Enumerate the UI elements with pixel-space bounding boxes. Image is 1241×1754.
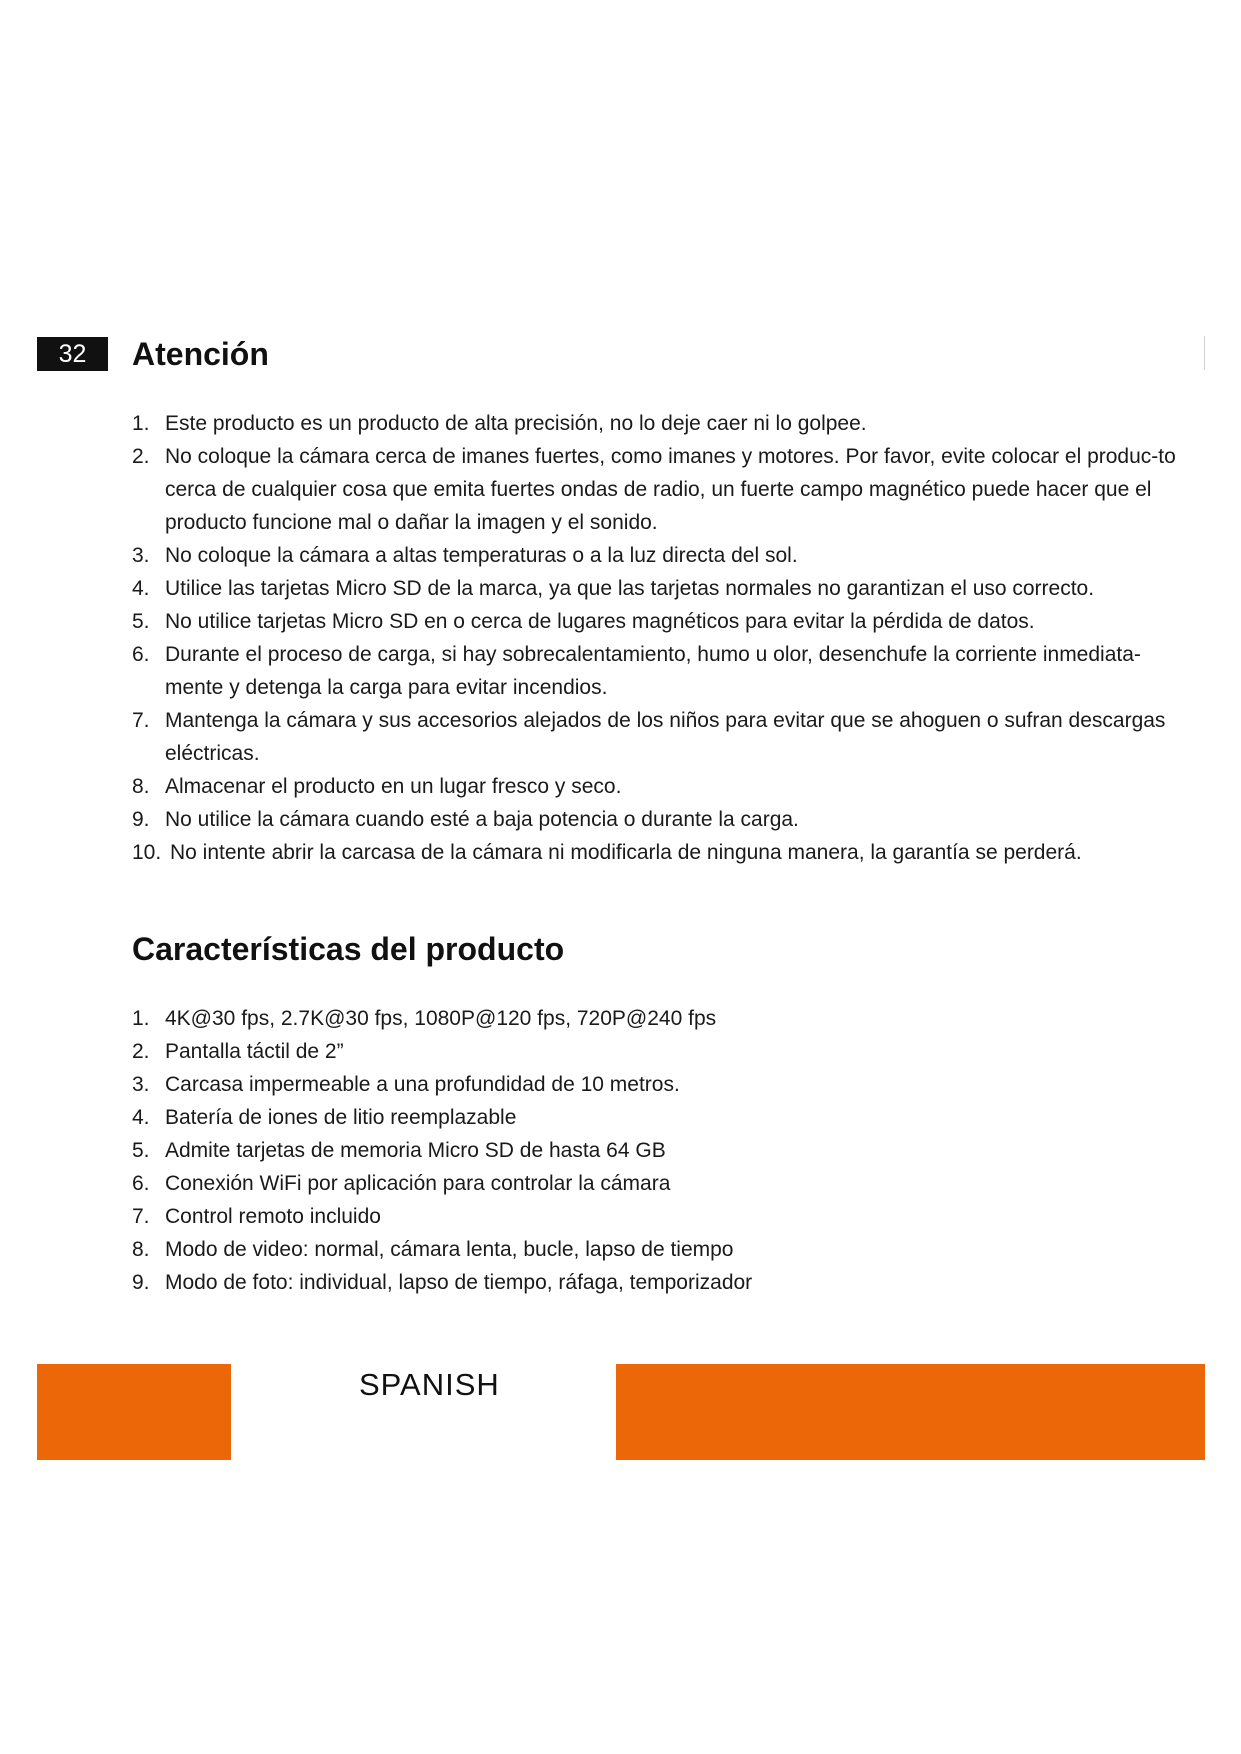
feature-item: 5. Admite tarjetas de memoria Micro SD de hasta 64 GB bbox=[132, 1139, 666, 1162]
feature-item: 9. Modo de foto: individual, lapso de tiempo, ráfaga, temporizador bbox=[132, 1271, 753, 1294]
attention-heading: Atención bbox=[132, 336, 269, 372]
attention-item: 5. No utilice tarjetas Micro SD en o cerca de lugares magnéticos para evitar la pérdida de datos. bbox=[132, 610, 1035, 633]
feature-item: 8. Modo de video: normal, cámara lenta, bucle, lapso de tiempo bbox=[132, 1238, 734, 1261]
footer-accent-bar-left bbox=[37, 1364, 231, 1460]
footer-accent-bar-right bbox=[616, 1364, 1205, 1460]
features-list bbox=[132, 1002, 1177, 1299]
attention-item: 3. No coloque la cámara a altas temperaturas o a la luz directa del sol. bbox=[132, 544, 798, 567]
attention-item: 10. No intente abrir la carcasa de la cámara ni modificarla de ninguna manera, la garantía se perderá. bbox=[132, 841, 1082, 864]
edge-divider bbox=[1204, 336, 1205, 370]
attention-item: 9. No utilice la cámara cuando esté a baja potencia o durante la carga. bbox=[132, 808, 799, 831]
attention-item: 8. Almacenar el producto en un lugar fresco y seco. bbox=[132, 775, 622, 798]
attention-item: 6. Durante el proceso de carga, si hay sobrecalentamiento, humo u olor, desenchufe la corriente inmediata-mente y detenga la carga para evitar incendios. bbox=[132, 643, 1141, 699]
feature-item: 7. Control remoto incluido bbox=[132, 1205, 381, 1228]
attention-item: 7. Mantenga la cámara y sus accesorios alejados de los niños para evitar que se ahoguen o sufran descargas eléctricas. bbox=[132, 709, 1166, 765]
feature-item: 1. 4K@30 fps, 2.7K@30 fps, 1080P@120 fps, 720P@240 fps bbox=[132, 1007, 717, 1030]
attention-list bbox=[132, 407, 1177, 869]
features-heading: Características del producto bbox=[132, 931, 565, 967]
attention-item: 4. Utilice las tarjetas Micro SD de la marca, ya que las tarjetas normales no garantizan el uso correcto. bbox=[132, 577, 1095, 600]
attention-item: 2. No coloque la cámara cerca de imanes fuertes, como imanes y motores. Por favor, evite colocar el produc-to cerca de cualquier cosa que emita fuertes ondas de radio, un fuerte campo magnético puede hacer que el producto funcione mal o dañar la imagen y el sonido. bbox=[132, 445, 1176, 534]
feature-item: 6. Conexión WiFi por aplicación para controlar la cámara bbox=[132, 1172, 671, 1195]
feature-item: 2. Pantalla táctil de 2” bbox=[132, 1040, 344, 1063]
page-number: 32 bbox=[37, 337, 108, 371]
footer-language-label: SPANISH bbox=[359, 1367, 500, 1402]
feature-item: 3. Carcasa impermeable a una profundidad de 10 metros. bbox=[132, 1073, 680, 1096]
attention-item: 1. Este producto es un producto de alta precisión, no lo deje caer ni lo golpee. bbox=[132, 412, 867, 435]
feature-item: 4. Batería de iones de litio reemplazable bbox=[132, 1106, 517, 1129]
